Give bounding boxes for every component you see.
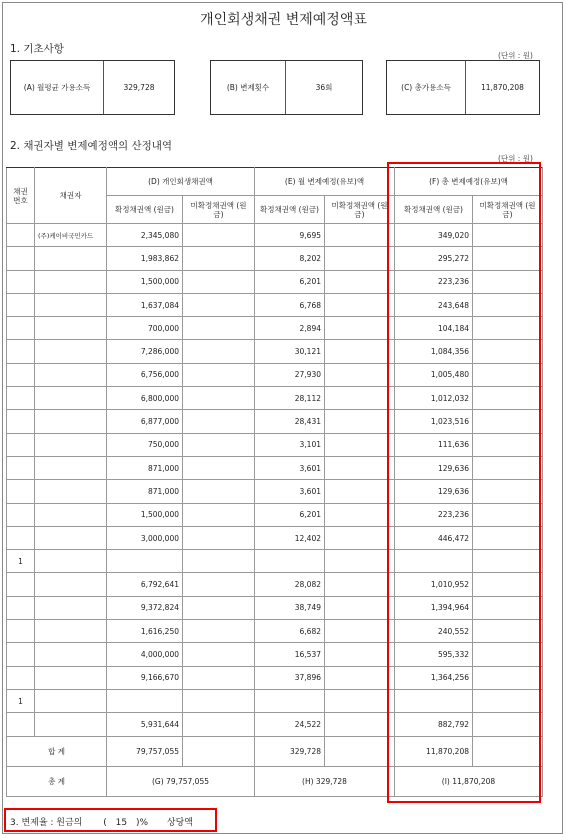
- row-creditor: [35, 596, 107, 619]
- row-d-unconfirmed: [183, 293, 255, 316]
- row-d-confirmed: 1,500,000: [107, 503, 183, 526]
- row-no: [7, 433, 35, 456]
- row-no: [7, 293, 35, 316]
- row-d-unconfirmed: [183, 480, 255, 503]
- row-e-confirmed: 6,768: [255, 293, 325, 316]
- row-f-confirmed: 240,552: [395, 620, 473, 643]
- row-e-confirmed: 30,121: [255, 340, 325, 363]
- row-e-confirmed: 3,601: [255, 480, 325, 503]
- row-e-unconfirmed: [325, 573, 395, 596]
- highlight-total-repayment: [387, 162, 541, 803]
- row-no: [7, 620, 35, 643]
- row-creditor: [35, 433, 107, 456]
- total-h: (H) 329,728: [255, 766, 395, 796]
- row-creditor: [35, 480, 107, 503]
- section2-heading: 2. 채권자별 변제예정액의 산정내역: [10, 140, 173, 152]
- header-e: (E) 월 변제예정(유보)액: [255, 168, 395, 196]
- row-no: [7, 270, 35, 293]
- rate-close: )%: [135, 818, 149, 828]
- subtotal-f: 11,870,208: [395, 736, 473, 766]
- row-no: [7, 503, 35, 526]
- row-d-confirmed: 750,000: [107, 433, 183, 456]
- row-f-confirmed: 223,236: [395, 270, 473, 293]
- row-creditor: [35, 340, 107, 363]
- repay-count-value: 36회: [315, 83, 333, 92]
- box-monthly-income: [10, 60, 175, 115]
- row-d-confirmed: 6,877,000: [107, 410, 183, 433]
- row-e-unconfirmed: [325, 387, 395, 410]
- box-total-income: [386, 60, 540, 115]
- row-e-unconfirmed: [325, 480, 395, 503]
- row-e-unconfirmed: [325, 317, 395, 340]
- header-f-confirmed: 확정채권액 (원금): [395, 196, 473, 224]
- header-f: (F) 총 변제예정(유보)액: [395, 168, 543, 196]
- row-d-unconfirmed: [183, 363, 255, 386]
- row-no: 1: [7, 689, 35, 712]
- row-d-unconfirmed: [183, 713, 255, 736]
- page-title: 개인회생채권 변제예정액표: [200, 12, 367, 28]
- row-e-unconfirmed: [325, 270, 395, 293]
- row-e-unconfirmed: [325, 643, 395, 666]
- total-g: (G) 79,757,055: [107, 766, 255, 796]
- row-d-confirmed: 3,000,000: [107, 526, 183, 549]
- rate-open: (: [103, 818, 107, 828]
- rate-suffix: 상당액: [166, 818, 194, 828]
- row-creditor: (주)케이비국민카드: [35, 224, 107, 247]
- row-f-confirmed: 882,792: [395, 713, 473, 736]
- row-no: [7, 410, 35, 433]
- row-d-unconfirmed: [183, 433, 255, 456]
- row-e-unconfirmed: [325, 340, 395, 363]
- row-f-confirmed: 1,394,964: [395, 596, 473, 619]
- row-e-confirmed: [255, 689, 325, 712]
- row-creditor: [35, 689, 107, 712]
- row-d-unconfirmed: [183, 224, 255, 247]
- row-f-confirmed: 1,010,952: [395, 573, 473, 596]
- row-d-confirmed: 871,000: [107, 456, 183, 479]
- row-creditor: [35, 293, 107, 316]
- row-d-confirmed: 5,931,644: [107, 713, 183, 736]
- section1-heading: 1. 기초사항: [10, 43, 64, 55]
- row-e-unconfirmed: [325, 550, 395, 573]
- total-label: 총 계: [7, 766, 107, 796]
- row-e-confirmed: 28,082: [255, 573, 325, 596]
- row-no: [7, 596, 35, 619]
- header-e-confirmed: 확정채권액 (원금): [255, 196, 325, 224]
- row-d-confirmed: [107, 689, 183, 712]
- row-d-confirmed: 871,000: [107, 480, 183, 503]
- header-e-unconfirmed: 미확정채권액 (원금): [325, 196, 395, 224]
- row-no: [7, 363, 35, 386]
- section2-unit: (단위 : 원): [498, 154, 533, 163]
- row-d-unconfirmed: [183, 596, 255, 619]
- row-no: [7, 713, 35, 736]
- row-d-confirmed: 9,372,824: [107, 596, 183, 619]
- row-e-unconfirmed: [325, 503, 395, 526]
- row-e-confirmed: 2,894: [255, 317, 325, 340]
- row-no: [7, 224, 35, 247]
- row-creditor: [35, 317, 107, 340]
- rate-value: 15: [115, 818, 128, 828]
- row-d-unconfirmed: [183, 247, 255, 270]
- repay-count-label: (B) 변제횟수: [211, 61, 286, 114]
- row-no: [7, 456, 35, 479]
- row-no: [7, 247, 35, 270]
- row-d-unconfirmed: [183, 689, 255, 712]
- subtotal-d: 79,757,055: [107, 736, 183, 766]
- row-d-confirmed: 2,345,080: [107, 224, 183, 247]
- row-f-confirmed: 129,636: [395, 456, 473, 479]
- row-e-confirmed: 38,749: [255, 596, 325, 619]
- row-e-confirmed: 6,201: [255, 270, 325, 293]
- row-creditor: [35, 456, 107, 479]
- row-d-confirmed: [107, 550, 183, 573]
- total-income-value: 11,870,208: [481, 83, 524, 92]
- row-creditor: [35, 503, 107, 526]
- row-d-unconfirmed: [183, 410, 255, 433]
- row-no: [7, 526, 35, 549]
- section1-unit: (단위 : 원): [498, 51, 533, 60]
- row-creditor: [35, 363, 107, 386]
- row-f-confirmed: 223,236: [395, 503, 473, 526]
- row-e-unconfirmed: [325, 620, 395, 643]
- row-d-confirmed: 700,000: [107, 317, 183, 340]
- row-creditor: [35, 666, 107, 689]
- header-d-confirmed: 확정채권액 (원금): [107, 196, 183, 224]
- row-d-confirmed: 4,000,000: [107, 643, 183, 666]
- row-e-unconfirmed: [325, 433, 395, 456]
- row-d-unconfirmed: [183, 550, 255, 573]
- row-e-unconfirmed: [325, 247, 395, 270]
- row-e-confirmed: 3,601: [255, 456, 325, 479]
- row-creditor: [35, 573, 107, 596]
- row-f-confirmed: 1,012,032: [395, 387, 473, 410]
- row-e-confirmed: 27,930: [255, 363, 325, 386]
- row-e-confirmed: 28,431: [255, 410, 325, 433]
- row-d-unconfirmed: [183, 503, 255, 526]
- row-d-confirmed: 1,616,250: [107, 620, 183, 643]
- row-creditor: [35, 247, 107, 270]
- repayment-rate: [10, 815, 193, 828]
- row-f-confirmed: 1,023,516: [395, 410, 473, 433]
- row-e-unconfirmed: [325, 410, 395, 433]
- row-d-confirmed: 1,637,084: [107, 293, 183, 316]
- row-f-confirmed: 295,272: [395, 247, 473, 270]
- header-f-unconfirmed: 미확정채권액 (원금): [473, 196, 543, 224]
- row-e-unconfirmed: [325, 596, 395, 619]
- row-creditor: [35, 387, 107, 410]
- row-e-confirmed: 6,682: [255, 620, 325, 643]
- row-f-confirmed: 1,364,256: [395, 666, 473, 689]
- row-f-confirmed: 349,020: [395, 224, 473, 247]
- row-e-unconfirmed: [325, 666, 395, 689]
- row-creditor: [35, 526, 107, 549]
- row-e-unconfirmed: [325, 689, 395, 712]
- row-e-confirmed: 24,522: [255, 713, 325, 736]
- row-d-unconfirmed: [183, 340, 255, 363]
- row-f-confirmed: 595,332: [395, 643, 473, 666]
- box-repay-count: [210, 60, 363, 115]
- row-e-unconfirmed: [325, 456, 395, 479]
- row-no: [7, 573, 35, 596]
- header-d-unconfirmed: 미확정채권액 (원금): [183, 196, 255, 224]
- row-d-confirmed: 7,286,000: [107, 340, 183, 363]
- row-e-confirmed: 28,112: [255, 387, 325, 410]
- row-f-confirmed: 243,648: [395, 293, 473, 316]
- header-no: 채권 번호: [7, 168, 35, 224]
- row-f-confirmed: 104,184: [395, 317, 473, 340]
- row-d-confirmed: 6,800,000: [107, 387, 183, 410]
- row-no: [7, 480, 35, 503]
- total-i: (I) 11,870,208: [395, 766, 543, 796]
- row-no: [7, 643, 35, 666]
- row-d-unconfirmed: [183, 270, 255, 293]
- row-f-confirmed: 129,636: [395, 480, 473, 503]
- row-d-confirmed: 6,792,641: [107, 573, 183, 596]
- row-e-confirmed: 12,402: [255, 526, 325, 549]
- row-creditor: [35, 713, 107, 736]
- row-d-unconfirmed: [183, 456, 255, 479]
- row-d-unconfirmed: [183, 620, 255, 643]
- row-creditor: [35, 270, 107, 293]
- row-d-unconfirmed: [183, 317, 255, 340]
- row-creditor: [35, 620, 107, 643]
- row-d-confirmed: 1,983,862: [107, 247, 183, 270]
- row-d-unconfirmed: [183, 573, 255, 596]
- row-creditor: [35, 550, 107, 573]
- row-no: [7, 317, 35, 340]
- row-e-confirmed: 37,896: [255, 666, 325, 689]
- row-d-unconfirmed: [183, 643, 255, 666]
- row-d-unconfirmed: [183, 387, 255, 410]
- row-creditor: [35, 410, 107, 433]
- row-f-confirmed: 111,636: [395, 433, 473, 456]
- row-e-confirmed: 8,202: [255, 247, 325, 270]
- header-creditor: 채권자: [35, 168, 107, 224]
- row-d-unconfirmed: [183, 666, 255, 689]
- row-e-confirmed: 3,101: [255, 433, 325, 456]
- row-e-unconfirmed: [325, 363, 395, 386]
- row-e-unconfirmed: [325, 713, 395, 736]
- row-e-unconfirmed: [325, 293, 395, 316]
- row-e-unconfirmed: [325, 526, 395, 549]
- row-e-confirmed: 9,695: [255, 224, 325, 247]
- row-e-unconfirmed: [325, 224, 395, 247]
- monthly-income-label: (A) 월평균 가용소득: [11, 61, 104, 114]
- row-f-confirmed: 1,005,480: [395, 363, 473, 386]
- row-d-unconfirmed: [183, 526, 255, 549]
- row-d-confirmed: 1,500,000: [107, 270, 183, 293]
- row-no: 1: [7, 550, 35, 573]
- row-creditor: [35, 643, 107, 666]
- row-no: [7, 387, 35, 410]
- row-d-confirmed: 6,756,000: [107, 363, 183, 386]
- row-f-confirmed: 446,472: [395, 526, 473, 549]
- total-income-label: (C) 총가용소득: [387, 61, 466, 114]
- row-no: [7, 666, 35, 689]
- row-f-confirmed: 1,084,356: [395, 340, 473, 363]
- row-d-confirmed: 9,166,670: [107, 666, 183, 689]
- row-e-confirmed: 16,537: [255, 643, 325, 666]
- subtotal-label: 합 계: [7, 736, 107, 766]
- subtotal-e: 329,728: [255, 736, 325, 766]
- monthly-income-value: 329,728: [123, 83, 155, 92]
- row-e-confirmed: 6,201: [255, 503, 325, 526]
- row-e-confirmed: [255, 550, 325, 573]
- rate-label: 3. 변제율 : 원금의: [10, 818, 83, 828]
- header-d: (D) 개인회생채권액: [107, 168, 255, 196]
- row-no: [7, 340, 35, 363]
